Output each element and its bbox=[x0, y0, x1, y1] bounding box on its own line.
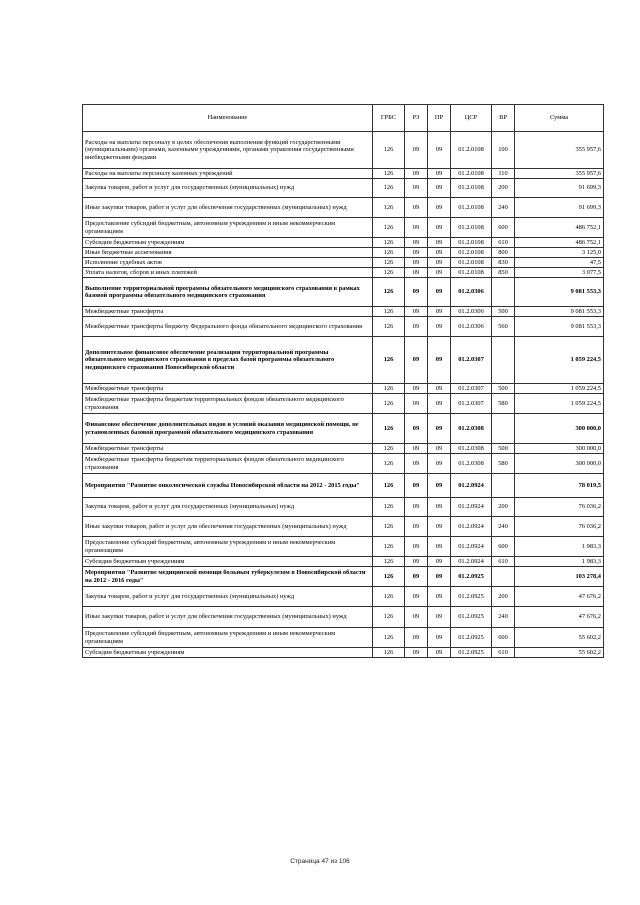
row-csr-cell: 01.2.0925 bbox=[451, 567, 492, 587]
row-pr-cell: 09 bbox=[428, 607, 451, 628]
row-pr-cell: 09 bbox=[428, 258, 451, 268]
row-vr-cell: 580 bbox=[492, 454, 515, 474]
table-row bbox=[83, 132, 604, 169]
header-name: Наименование bbox=[83, 105, 373, 132]
row-sum-cell: 47 676,2 bbox=[515, 607, 604, 628]
row-grbs-cell: 126 bbox=[373, 218, 405, 238]
row-csr-cell: 01.2.0108 bbox=[451, 238, 492, 248]
row-name-cell: Предоставление субсидий бюджетным, автономным учреждениям и иным некоммерческим организациям bbox=[83, 628, 373, 648]
row-sum-cell: 78 019,5 bbox=[515, 474, 604, 498]
row-pr-cell: 09 bbox=[428, 517, 451, 537]
row-name-cell: Межбюджетные трансферты бюджету Федерального фонда обязательного медицинского страхования bbox=[83, 317, 373, 337]
table-row bbox=[83, 307, 604, 317]
row-csr-cell: 01.2.0925 bbox=[451, 607, 492, 628]
row-grbs-cell: 126 bbox=[373, 537, 405, 557]
page-footer: Страница 47 из 106 bbox=[290, 858, 350, 865]
row-csr-cell: 01.2.0108 bbox=[451, 198, 492, 218]
row-name-cell: Субсидии бюджетным учреждениям bbox=[83, 238, 373, 248]
row-rz-cell: 09 bbox=[405, 648, 428, 658]
row-sum-cell: 1 059 224,5 bbox=[515, 337, 604, 384]
row-vr-cell: 800 bbox=[492, 248, 515, 258]
row-sum-cell: 55 602,2 bbox=[515, 648, 604, 658]
row-csr-cell: 01.2.0925 bbox=[451, 628, 492, 648]
row-csr-cell: 01.2.0307 bbox=[451, 337, 492, 384]
row-rz-cell: 09 bbox=[405, 444, 428, 454]
table-row bbox=[83, 169, 604, 179]
row-rz-cell: 09 bbox=[405, 337, 428, 384]
row-grbs-cell: 126 bbox=[373, 454, 405, 474]
row-grbs-cell: 126 bbox=[373, 517, 405, 537]
row-rz-cell: 09 bbox=[405, 268, 428, 278]
row-name-cell: Закупка товаров, работ и услуг для государственных (муниципальных) нужд bbox=[83, 179, 373, 198]
table-row bbox=[83, 268, 604, 278]
row-grbs-cell: 126 bbox=[373, 169, 405, 179]
row-vr-cell: 240 bbox=[492, 198, 515, 218]
row-rz-cell: 09 bbox=[405, 307, 428, 317]
row-csr-cell: 01.2.0925 bbox=[451, 587, 492, 607]
row-sum-cell: 47 676,2 bbox=[515, 587, 604, 607]
row-name-cell: Закупка товаров, работ и услуг для государственных (муниципальных) нужд bbox=[83, 587, 373, 607]
row-pr-cell: 09 bbox=[428, 557, 451, 567]
row-sum-cell: 9 081 553,3 bbox=[515, 278, 604, 307]
row-grbs-cell: 126 bbox=[373, 628, 405, 648]
row-grbs-cell: 126 bbox=[373, 648, 405, 658]
table-row bbox=[83, 238, 604, 248]
row-name-cell: Дополнительное финансовое обеспечение реализации территориальной программы обязательного медицинского страхования в пределах базой программы обязательного медицинского страхования Новосибирской области bbox=[83, 337, 373, 384]
row-sum-cell: 486 752,1 bbox=[515, 238, 604, 248]
table-row bbox=[83, 537, 604, 557]
table-row bbox=[83, 517, 604, 537]
row-pr-cell: 09 bbox=[428, 198, 451, 218]
row-grbs-cell: 126 bbox=[373, 384, 405, 394]
row-name-cell: Закупка товаров, работ и услуг для государственных (муниципальных) нужд bbox=[83, 498, 373, 517]
row-sum-cell: 76 036,2 bbox=[515, 498, 604, 517]
row-rz-cell: 09 bbox=[405, 567, 428, 587]
row-grbs-cell: 126 bbox=[373, 557, 405, 567]
table-row bbox=[83, 648, 604, 658]
table-row bbox=[83, 394, 604, 414]
row-rz-cell: 09 bbox=[405, 169, 428, 179]
row-name-cell: Расходы на выплаты персоналу в целях обеспечения выполнения функций государственными (муниципальными) органами, казенными учреждениями, органами управления государственными внебюджетными фондами bbox=[83, 132, 373, 169]
row-vr-cell: 600 bbox=[492, 628, 515, 648]
header-rz: РЗ bbox=[405, 105, 428, 132]
table-body bbox=[83, 132, 604, 658]
row-pr-cell: 09 bbox=[428, 567, 451, 587]
row-pr-cell: 09 bbox=[428, 268, 451, 278]
row-csr-cell: 01.2.0308 bbox=[451, 414, 492, 444]
row-pr-cell: 09 bbox=[428, 394, 451, 414]
row-name-cell: Мероприятия "Развитие медицинской помощи больным туберкулезом в Новосибирской области на 2012 - 2016 годы" bbox=[83, 567, 373, 587]
row-pr-cell: 09 bbox=[428, 444, 451, 454]
row-name-cell: Иные закупки товаров, работ и услуг для обеспечения государственных (муниципальных) нужд bbox=[83, 517, 373, 537]
row-pr-cell: 09 bbox=[428, 248, 451, 258]
table-row bbox=[83, 474, 604, 498]
row-rz-cell: 09 bbox=[405, 498, 428, 517]
row-name-cell: Предоставление субсидий бюджетным, автономным учреждениям и иным некоммерческим организациям bbox=[83, 537, 373, 557]
row-name-cell: Межбюджетные трансферты bbox=[83, 307, 373, 317]
row-rz-cell: 09 bbox=[405, 384, 428, 394]
row-sum-cell: 1 983,3 bbox=[515, 557, 604, 567]
row-csr-cell: 01.2.0108 bbox=[451, 258, 492, 268]
row-grbs-cell: 126 bbox=[373, 268, 405, 278]
row-pr-cell: 09 bbox=[428, 337, 451, 384]
table-row bbox=[83, 384, 604, 394]
row-grbs-cell: 126 bbox=[373, 567, 405, 587]
row-csr-cell: 01.2.0925 bbox=[451, 648, 492, 658]
table-row bbox=[83, 444, 604, 454]
row-sum-cell: 55 602,2 bbox=[515, 628, 604, 648]
row-vr-cell: 610 bbox=[492, 238, 515, 248]
row-rz-cell: 09 bbox=[405, 238, 428, 248]
table-row bbox=[83, 414, 604, 444]
row-vr-cell: 600 bbox=[492, 218, 515, 238]
row-sum-cell: 355 957,6 bbox=[515, 169, 604, 179]
row-rz-cell: 09 bbox=[405, 394, 428, 414]
row-name-cell: Межбюджетные трансферты бюджетам территориальных фондов обязательного медицинского страхования bbox=[83, 394, 373, 414]
row-csr-cell: 01.2.0924 bbox=[451, 537, 492, 557]
row-vr-cell: 610 bbox=[492, 648, 515, 658]
row-rz-cell: 09 bbox=[405, 537, 428, 557]
row-sum-cell: 9 081 553,3 bbox=[515, 317, 604, 337]
row-csr-cell: 01.2.0108 bbox=[451, 169, 492, 179]
row-sum-cell: 1 059 224,5 bbox=[515, 384, 604, 394]
row-grbs-cell: 126 bbox=[373, 198, 405, 218]
row-vr-cell: 560 bbox=[492, 317, 515, 337]
row-vr-cell: 240 bbox=[492, 517, 515, 537]
row-vr-cell bbox=[492, 414, 515, 444]
row-csr-cell: 01.2.0307 bbox=[451, 394, 492, 414]
table-row bbox=[83, 567, 604, 587]
table-row bbox=[83, 628, 604, 648]
row-rz-cell: 09 bbox=[405, 198, 428, 218]
table-row bbox=[83, 278, 604, 307]
table-row bbox=[83, 179, 604, 198]
row-grbs-cell: 126 bbox=[373, 132, 405, 169]
row-sum-cell: 76 036,2 bbox=[515, 517, 604, 537]
row-pr-cell: 09 bbox=[428, 628, 451, 648]
row-rz-cell: 09 bbox=[405, 179, 428, 198]
row-rz-cell: 09 bbox=[405, 474, 428, 498]
table-row bbox=[83, 498, 604, 517]
row-grbs-cell: 126 bbox=[373, 278, 405, 307]
row-sum-cell: 1 983,3 bbox=[515, 537, 604, 557]
row-rz-cell: 09 bbox=[405, 414, 428, 444]
row-grbs-cell: 126 bbox=[373, 414, 405, 444]
row-pr-cell: 09 bbox=[428, 454, 451, 474]
row-name-cell: Межбюджетные трансферты bbox=[83, 384, 373, 394]
row-grbs-cell: 126 bbox=[373, 337, 405, 384]
row-rz-cell: 09 bbox=[405, 258, 428, 268]
row-pr-cell: 09 bbox=[428, 179, 451, 198]
row-rz-cell: 09 bbox=[405, 317, 428, 337]
row-name-cell: Иные закупки товаров, работ и услуг для обеспечения государственных (муниципальных) нужд bbox=[83, 607, 373, 628]
table-row bbox=[83, 218, 604, 238]
row-rz-cell: 09 bbox=[405, 218, 428, 238]
header-vr: ВР bbox=[492, 105, 515, 132]
row-rz-cell: 09 bbox=[405, 278, 428, 307]
row-grbs-cell: 126 bbox=[373, 258, 405, 268]
row-vr-cell: 580 bbox=[492, 394, 515, 414]
table-row bbox=[83, 258, 604, 268]
row-csr-cell: 01.2.0924 bbox=[451, 498, 492, 517]
row-name-cell: Финансовое обеспечение дополнительных видов и условий оказания медицинской помощи, не установленных базовой программой обязательного медицинского страхования bbox=[83, 414, 373, 444]
row-vr-cell: 200 bbox=[492, 179, 515, 198]
table-row bbox=[83, 198, 604, 218]
row-grbs-cell: 126 bbox=[373, 248, 405, 258]
budget-table bbox=[82, 104, 604, 658]
row-grbs-cell: 126 bbox=[373, 587, 405, 607]
row-sum-cell: 486 752,1 bbox=[515, 218, 604, 238]
row-csr-cell: 01.2.0924 bbox=[451, 557, 492, 567]
table-header-row bbox=[83, 105, 604, 132]
row-vr-cell: 850 bbox=[492, 268, 515, 278]
row-pr-cell: 09 bbox=[428, 498, 451, 517]
row-vr-cell bbox=[492, 278, 515, 307]
row-sum-cell: 3 077,5 bbox=[515, 268, 604, 278]
row-pr-cell: 09 bbox=[428, 278, 451, 307]
row-pr-cell: 09 bbox=[428, 169, 451, 179]
row-rz-cell: 09 bbox=[405, 587, 428, 607]
row-csr-cell: 01.2.0308 bbox=[451, 454, 492, 474]
row-grbs-cell: 126 bbox=[373, 179, 405, 198]
row-vr-cell: 500 bbox=[492, 444, 515, 454]
row-csr-cell: 01.2.0108 bbox=[451, 268, 492, 278]
row-name-cell: Расходы на выплаты персоналу казенных учреждений bbox=[83, 169, 373, 179]
row-name-cell: Предоставление субсидий бюджетным, автономным учреждениям и иным некоммерческим организациям bbox=[83, 218, 373, 238]
header-pr: ПР bbox=[428, 105, 451, 132]
row-sum-cell: 3 125,0 bbox=[515, 248, 604, 258]
row-csr-cell: 01.2.0308 bbox=[451, 444, 492, 454]
row-pr-cell: 09 bbox=[428, 132, 451, 169]
row-pr-cell: 09 bbox=[428, 218, 451, 238]
row-name-cell: Межбюджетные трансферты бюджетам территориальных фондов обязательного медицинского страхования bbox=[83, 454, 373, 474]
row-vr-cell: 110 bbox=[492, 169, 515, 179]
row-csr-cell: 01.2.0108 bbox=[451, 179, 492, 198]
row-csr-cell: 01.2.0307 bbox=[451, 384, 492, 394]
row-vr-cell bbox=[492, 337, 515, 384]
row-sum-cell: 91 699,3 bbox=[515, 198, 604, 218]
row-vr-cell: 830 bbox=[492, 258, 515, 268]
row-vr-cell bbox=[492, 567, 515, 587]
row-rz-cell: 09 bbox=[405, 248, 428, 258]
row-name-cell: Исполнение судебных актов bbox=[83, 258, 373, 268]
row-pr-cell: 09 bbox=[428, 238, 451, 248]
row-grbs-cell: 126 bbox=[373, 238, 405, 248]
row-vr-cell: 100 bbox=[492, 132, 515, 169]
row-csr-cell: 01.2.0306 bbox=[451, 278, 492, 307]
row-sum-cell: 103 278,4 bbox=[515, 567, 604, 587]
row-vr-cell bbox=[492, 474, 515, 498]
header-grbs: ГРБС bbox=[373, 105, 405, 132]
row-pr-cell: 09 bbox=[428, 587, 451, 607]
row-grbs-cell: 126 bbox=[373, 444, 405, 454]
row-vr-cell: 500 bbox=[492, 307, 515, 317]
row-name-cell: Иные закупки товаров, работ и услуг для обеспечения государственных (муниципальных) нужд bbox=[83, 198, 373, 218]
row-csr-cell: 01.2.0924 bbox=[451, 474, 492, 498]
row-vr-cell: 200 bbox=[492, 587, 515, 607]
table-row bbox=[83, 317, 604, 337]
row-rz-cell: 09 bbox=[405, 132, 428, 169]
row-rz-cell: 09 bbox=[405, 607, 428, 628]
row-pr-cell: 09 bbox=[428, 384, 451, 394]
row-vr-cell: 240 bbox=[492, 607, 515, 628]
table-row bbox=[83, 454, 604, 474]
row-vr-cell: 200 bbox=[492, 498, 515, 517]
table-row bbox=[83, 587, 604, 607]
row-rz-cell: 09 bbox=[405, 557, 428, 567]
row-pr-cell: 09 bbox=[428, 648, 451, 658]
row-sum-cell: 9 081 553,3 bbox=[515, 307, 604, 317]
row-name-cell: Уплата налогов, сборов и иных платежей bbox=[83, 268, 373, 278]
table-row bbox=[83, 557, 604, 567]
row-name-cell: Межбюджетные трансферты bbox=[83, 444, 373, 454]
row-rz-cell: 09 bbox=[405, 628, 428, 648]
row-pr-cell: 09 bbox=[428, 317, 451, 337]
row-vr-cell: 600 bbox=[492, 537, 515, 557]
header-sum: Сумма bbox=[515, 105, 604, 132]
row-sum-cell: 91 699,3 bbox=[515, 179, 604, 198]
row-sum-cell: 300 000,0 bbox=[515, 414, 604, 444]
row-name-cell: Выполнение территориальной программы обязательного медицинского страхования в рамках базовой программы обязательного медицинского страхования bbox=[83, 278, 373, 307]
row-pr-cell: 09 bbox=[428, 414, 451, 444]
row-name-cell: Субсидии бюджетным учреждениям bbox=[83, 648, 373, 658]
row-rz-cell: 09 bbox=[405, 454, 428, 474]
row-csr-cell: 01.2.0924 bbox=[451, 517, 492, 537]
header-csr: ЦСР bbox=[451, 105, 492, 132]
row-pr-cell: 09 bbox=[428, 537, 451, 557]
row-name-cell: Субсидии бюджетным учреждениям bbox=[83, 557, 373, 567]
row-sum-cell: 355 957,6 bbox=[515, 132, 604, 169]
row-grbs-cell: 126 bbox=[373, 607, 405, 628]
row-vr-cell: 500 bbox=[492, 384, 515, 394]
row-grbs-cell: 126 bbox=[373, 474, 405, 498]
row-name-cell: Иные бюджетные ассигнования bbox=[83, 248, 373, 258]
row-csr-cell: 01.2.0306 bbox=[451, 307, 492, 317]
row-csr-cell: 01.2.0306 bbox=[451, 317, 492, 337]
row-csr-cell: 01.2.0108 bbox=[451, 132, 492, 169]
table-row bbox=[83, 248, 604, 258]
row-csr-cell: 01.2.0108 bbox=[451, 218, 492, 238]
row-grbs-cell: 126 bbox=[373, 307, 405, 317]
row-grbs-cell: 126 bbox=[373, 394, 405, 414]
row-pr-cell: 09 bbox=[428, 307, 451, 317]
table-row bbox=[83, 337, 604, 384]
row-csr-cell: 01.2.0108 bbox=[451, 248, 492, 258]
table-row bbox=[83, 607, 604, 628]
row-sum-cell: 1 059 224,5 bbox=[515, 394, 604, 414]
row-grbs-cell: 126 bbox=[373, 317, 405, 337]
row-sum-cell: 300 000,0 bbox=[515, 444, 604, 454]
row-sum-cell: 47,5 bbox=[515, 258, 604, 268]
row-rz-cell: 09 bbox=[405, 517, 428, 537]
row-grbs-cell: 126 bbox=[373, 498, 405, 517]
row-vr-cell: 610 bbox=[492, 557, 515, 567]
row-sum-cell: 300 000,0 bbox=[515, 454, 604, 474]
row-name-cell: Мероприятия "Развитие онкологической службы Новосибирской области на 2012 - 2015 годы" bbox=[83, 474, 373, 498]
row-pr-cell: 09 bbox=[428, 474, 451, 498]
